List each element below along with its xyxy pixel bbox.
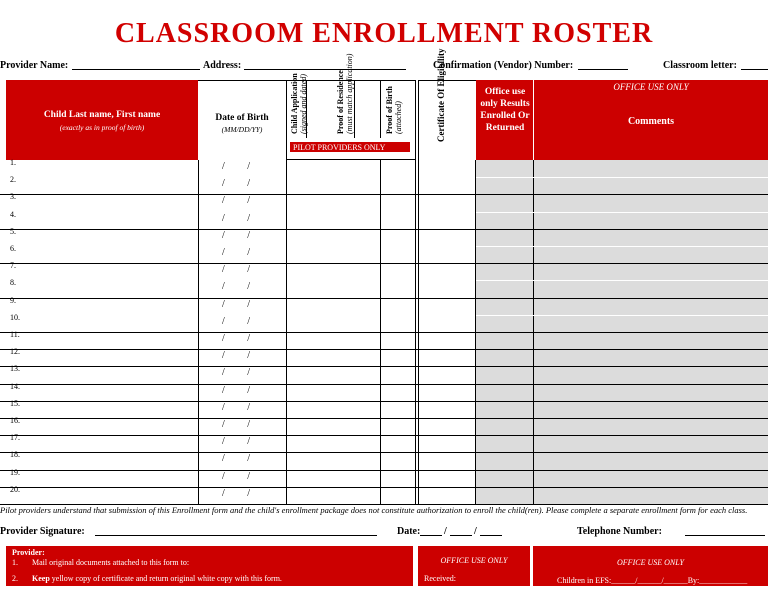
- child-name-header-sub: (exactly as in proof of birth): [59, 123, 145, 132]
- row-divider: [0, 194, 768, 195]
- dob-field[interactable]: / /: [222, 453, 251, 465]
- divider: [380, 80, 381, 138]
- dob-field[interactable]: / /: [222, 298, 251, 310]
- address-label: Address:: [203, 60, 242, 71]
- certificate-header-label: Certificate Of Eligibility: [436, 48, 446, 142]
- item2-text: Keep yellow copy of certificate and return original white copy with this form.: [32, 574, 282, 583]
- children-efs: Children in EFS:______/______/______By:____________: [557, 576, 748, 585]
- comments-header: [534, 80, 768, 160]
- dob-field[interactable]: / /: [222, 367, 251, 379]
- row-divider: [0, 435, 768, 436]
- row-number: 10.: [10, 312, 20, 322]
- row-divider: [0, 263, 768, 264]
- provider-instructions: [6, 546, 413, 586]
- office-use-results-label: Office use only Results Enrolled Or Returned: [480, 87, 530, 133]
- office-use-only-label-2: OFFICE USE ONLY: [440, 556, 508, 565]
- signature-line: [0, 526, 768, 540]
- provider-name-label: Provider Name:: [0, 60, 69, 71]
- row-number: 19.: [10, 467, 20, 477]
- row-divider: [0, 349, 768, 350]
- row-number: 15.: [10, 398, 20, 408]
- row-number: 17.: [10, 433, 20, 443]
- double-divider: [415, 80, 419, 504]
- row-divider: [0, 418, 768, 419]
- page-title: CLASSROOM ENROLLMENT ROSTER: [114, 18, 654, 49]
- office-use-only-label-3: OFFICE USE ONLY: [617, 558, 684, 567]
- row-divider: [0, 384, 768, 385]
- date-label: Date:: [397, 526, 421, 537]
- provider-label: Provider:: [12, 548, 45, 557]
- office-received-box: [418, 546, 530, 586]
- row-number: 14.: [10, 381, 20, 391]
- row-divider: [0, 487, 768, 488]
- classroom-field[interactable]: [741, 60, 768, 70]
- dob-field[interactable]: / /: [222, 470, 251, 482]
- divider: [354, 80, 355, 138]
- received-label: Received:: [424, 574, 456, 583]
- dob-field[interactable]: / /: [222, 419, 251, 430]
- row-divider: [476, 280, 768, 281]
- telephone-field[interactable]: [685, 526, 765, 536]
- row-number: 5.: [10, 226, 16, 236]
- row-divider: [476, 177, 768, 178]
- dob-header-sub: (MM/DD/YY): [221, 125, 263, 134]
- office-efs-box: [533, 546, 768, 586]
- dob-field[interactable]: / /: [222, 264, 251, 276]
- dob-field[interactable]: / /: [222, 384, 251, 396]
- child-name-header-label: Child Last name, First name: [43, 110, 161, 120]
- confirmation-label: Confirmation (Vendor) Number:: [433, 60, 574, 71]
- dob-header-label: Date of Birth: [215, 113, 269, 123]
- child-name-header: [6, 80, 198, 160]
- provider-signature-field[interactable]: [95, 526, 377, 536]
- item1-num: 1.: [12, 558, 18, 567]
- date-year-field[interactable]: [480, 526, 502, 536]
- date-sep: /: [474, 526, 477, 537]
- office-use-results-header: [476, 80, 534, 160]
- dob-field[interactable]: / /: [222, 436, 251, 448]
- row-number: 6.: [10, 244, 16, 253]
- office-use-only-label: OFFICE USE ONLY: [613, 82, 689, 92]
- disclaimer-text: Pilot providers understand that submission of this Enrollment form and the child's enrollment package does not constitute authorization to enroll the child(ren). Please complete a separate enrollment form for each class.: [0, 505, 748, 515]
- row-divider: [0, 470, 768, 471]
- row-number: 4.: [10, 209, 16, 219]
- row-number: 20.: [10, 484, 20, 494]
- dob-field[interactable]: / /: [222, 212, 251, 224]
- row-divider: [0, 298, 768, 299]
- provider-signature-label: Provider Signature:: [0, 526, 85, 537]
- row-divider: [0, 452, 768, 453]
- row-divider: [476, 246, 768, 247]
- date-month-field[interactable]: [420, 526, 442, 536]
- row-divider: [0, 401, 768, 402]
- classroom-label: Classroom letter:: [663, 60, 737, 71]
- row-divider: [476, 315, 768, 316]
- dob-field[interactable]: / /: [222, 401, 251, 413]
- telephone-label: Telephone Number:: [577, 526, 662, 537]
- item1-text: Mail original documents attached to this form to:: [32, 558, 190, 567]
- dob-field[interactable]: / /: [222, 195, 251, 207]
- row-number: 1.: [10, 158, 16, 167]
- date-sep: /: [444, 526, 447, 537]
- row-number: 18.: [10, 450, 20, 460]
- dob-field[interactable]: / /: [222, 247, 251, 258]
- row-number: 7.: [10, 261, 16, 271]
- row-number: 9.: [10, 295, 16, 305]
- row-number: 8.: [10, 278, 16, 288]
- provider-name-field[interactable]: [72, 60, 200, 70]
- row-number: 16.: [10, 416, 20, 425]
- proof-residence-header: Proof of Residence (must match application): [336, 53, 354, 134]
- row-number: 3.: [10, 192, 16, 202]
- row-divider: [0, 366, 768, 367]
- row-divider: [0, 229, 768, 230]
- dob-field[interactable]: / /: [222, 333, 251, 344]
- certificate-header: [418, 80, 476, 160]
- dob-field[interactable]: / /: [222, 350, 251, 362]
- dob-field[interactable]: / /: [222, 229, 251, 241]
- dob-field[interactable]: / /: [222, 161, 251, 172]
- row-number: 2.: [10, 175, 16, 185]
- header-fields: [0, 60, 768, 76]
- dob-field[interactable]: / /: [222, 315, 251, 327]
- item2-num: 2.: [12, 574, 18, 583]
- dob-header: [198, 80, 286, 160]
- comments-label: Comments: [627, 116, 675, 127]
- dob-field[interactable]: / /: [222, 281, 251, 293]
- dob-field[interactable]: / /: [222, 178, 251, 190]
- row-number: 13.: [10, 364, 20, 374]
- confirmation-field[interactable]: [578, 60, 628, 70]
- pilot-providers-banner: PILOT PROVIDERS ONLY: [289, 141, 411, 153]
- dob-field[interactable]: / /: [222, 487, 251, 499]
- address-field[interactable]: [244, 60, 406, 70]
- child-app-header: Child Application (signed and dated): [290, 73, 308, 134]
- row-divider: [0, 332, 768, 333]
- row-number: 11.: [10, 330, 20, 339]
- proof-birth-header: Proof of Birth (attached): [385, 86, 403, 134]
- date-day-field[interactable]: [450, 526, 472, 536]
- row-divider: [476, 212, 768, 213]
- row-number: 12.: [10, 347, 20, 357]
